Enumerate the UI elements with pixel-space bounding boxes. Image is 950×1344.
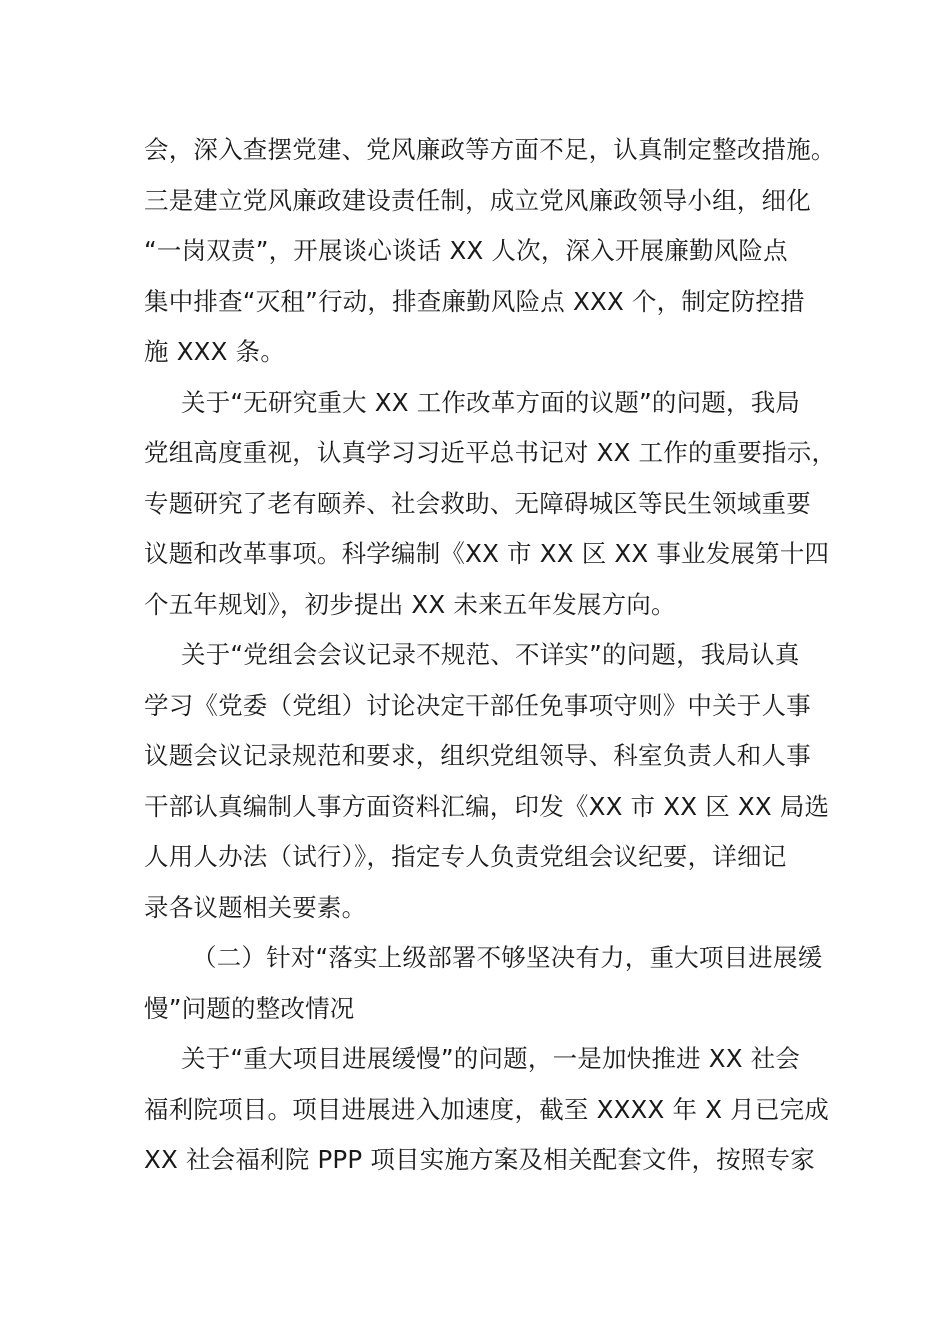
text-line: 三是建立党风廉政建设责任制，成立党风廉政领导小组，细化 xyxy=(144,185,811,215)
paragraph-major-projects xyxy=(144,1034,829,1186)
text-line: 专题研究了老有颐养、社会救助、无障碍城区等民生领域重要 xyxy=(144,488,811,518)
paragraph-reform-topics xyxy=(144,378,837,631)
text-line: 录各议题相关要素。 xyxy=(144,892,367,922)
text-line: 学习《党委（党组）讨论决定干部任免事项守则》中关于人事 xyxy=(144,690,811,720)
heading-line: （二）针对“落实上级部署不够坚决有力，重大项目进展缓 xyxy=(192,943,823,972)
paragraph-meeting-records xyxy=(144,630,830,933)
text-line: “一岗双责”，开展谈心谈话 XX 人次，深入开展廉勤风险点 xyxy=(144,236,788,265)
text-line: 关于“重大项目进展缓慢”的问题，一是加快推进 XX 社会 xyxy=(181,1044,801,1073)
section-heading-2 xyxy=(144,933,823,1034)
text-line: 关于“党组会会议记录不规范、不详实”的问题，我局认真 xyxy=(181,640,800,669)
text-line: 关于“无研究重大 XX 工作改革方面的议题”的问题，我局 xyxy=(181,387,801,417)
text-line: XX 社会福利院 PPP 项目实施方案及相关配套文件，按照专家 xyxy=(144,1145,815,1174)
text-line: 福利院项目。项目进展进入加速度，截至 XXXX 年 X 月已完成 xyxy=(144,1094,829,1124)
text-line: 集中排查“灭租”行动，排查廉勤风险点 XXX 个，制定防控措 xyxy=(144,286,805,316)
document-body xyxy=(144,125,837,1186)
paragraph-party-discipline xyxy=(144,125,836,378)
text-line: 议题会议记录规范和要求，组织党组领导、科室负责人和人事 xyxy=(144,741,811,770)
text-line: 人用人办法（试行）》，指定专人负责党组会议纪要，详细记 xyxy=(144,842,787,871)
text-line: 个五年规划》，初步提出 XX 未来五年发展方向。 xyxy=(144,589,676,619)
text-line: 施 XXX 条。 xyxy=(144,337,286,366)
text-line: 党组高度重视，认真学习习近平总书记对 XX 工作的重要指示， xyxy=(144,438,837,467)
text-line: 会，深入查摆党建、党风廉政等方面不足，认真制定整改措施。 xyxy=(144,135,836,164)
heading-line: 慢”问题的整改情况 xyxy=(144,993,355,1023)
text-line: 议题和改革事项。科学编制《XX 市 XX 区 XX 事业发展第十四 xyxy=(144,539,830,568)
text-line: 干部认真编制人事方面资料汇编，印发《XX 市 XX 区 XX 局选 xyxy=(144,791,830,821)
